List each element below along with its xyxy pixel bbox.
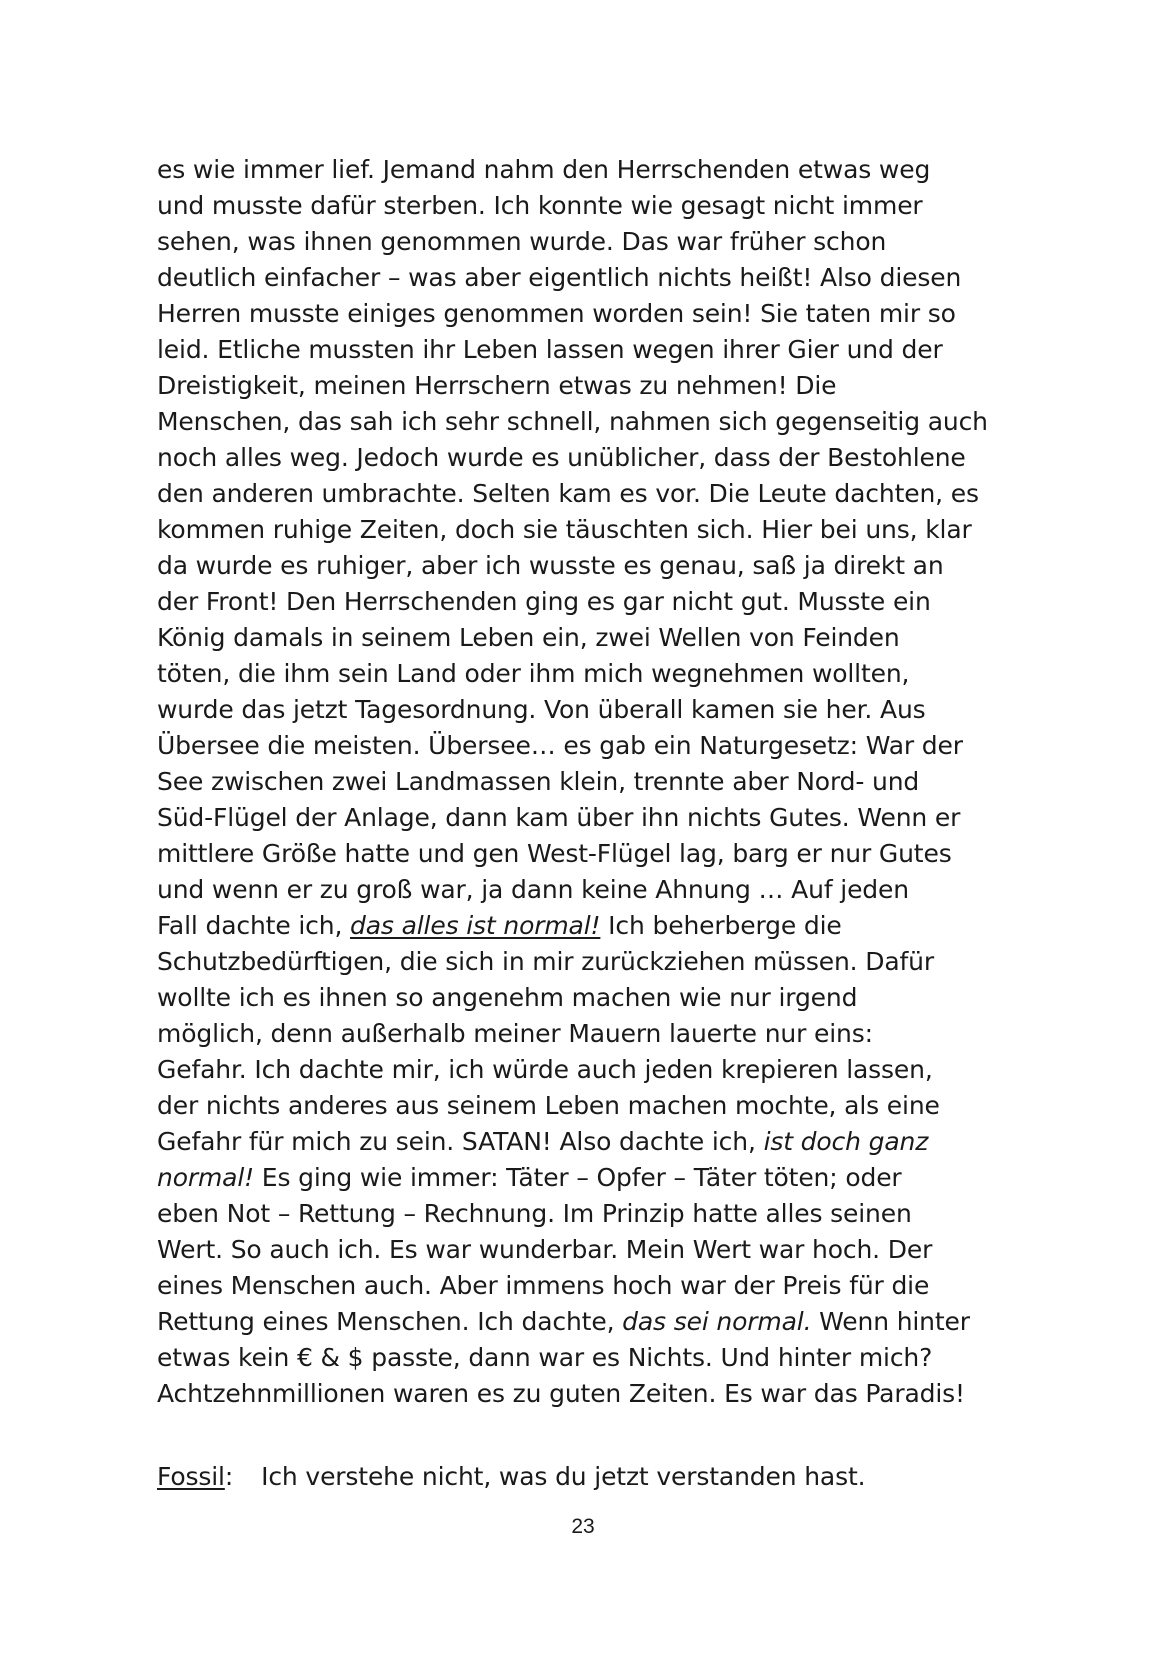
text-line: Schutzbedürftigen, die sich in mir zurückziehen müssen. Dafür [157, 947, 934, 976]
emphasis-italic: ist doch ganz [763, 1127, 929, 1156]
text-line: deutlich einfacher – was aber eigentlich nichts heißt! Also diesen [157, 263, 962, 292]
text-line: der nichts anderes aus seinem Leben machen mochte, als eine [157, 1091, 940, 1120]
text-line: Menschen, das sah ich sehr schnell, nahmen sich gegenseitig auch [157, 407, 988, 436]
text-line: leid. Etliche mussten ihr Leben lassen wegen ihrer Gier und der [157, 335, 943, 364]
emphasis-italic: normal! [157, 1163, 255, 1192]
body-text [157, 152, 1017, 1412]
emphasis-italic-underlined: das alles ist normal! [350, 911, 601, 940]
speaker-name: Fossil [157, 1462, 225, 1491]
text-line: kommen ruhige Zeiten, doch sie täuschten sich. Hier bei uns, klar [157, 515, 972, 544]
text-line: eines Menschen auch. Aber immens hoch war der Preis für die [157, 1271, 930, 1300]
text-line: der Front! Den Herrschenden ging es gar nicht gut. Musste ein [157, 587, 931, 616]
emphasis-italic: das sei normal. [622, 1307, 812, 1336]
text-line: Achtzehnmillionen waren es zu guten Zeiten. Es war das Paradis! [157, 1379, 965, 1408]
text-line: König damals in seinem Leben ein, zwei Wellen von Feinden [157, 623, 900, 652]
text-line: wollte ich es ihnen so angenehm machen wie nur irgend [157, 983, 858, 1012]
text-line: Süd-Flügel der Anlage, dann kam über ihn nichts Gutes. Wenn er [157, 803, 961, 832]
text-line: Rettung eines Menschen. Ich dachte, das sei normal. Wenn hinter [157, 1307, 970, 1336]
text-line: normal! Es ging wie immer: Täter – Opfer – Täter töten; oder [157, 1163, 902, 1192]
text-line: Übersee die meisten. Übersee… es gab ein Naturgesetz: War der [157, 731, 963, 760]
text-line: wurde das jetzt Tagesordnung. Von überall kamen sie her. Aus [157, 695, 926, 724]
text-line: etwas kein € & $ passte, dann war es Nichts. Und hinter mich? [157, 1343, 933, 1372]
text-line: Wert. So auch ich. Es war wunderbar. Mein Wert war hoch. Der [157, 1235, 933, 1264]
text-line: möglich, denn außerhalb meiner Mauern lauerte nur eins: [157, 1019, 873, 1048]
text-line: und wenn er zu groß war, ja dann keine Ahnung … Auf jeden [157, 875, 909, 904]
text-line: und musste dafür sterben. Ich konnte wie gesagt nicht immer [157, 191, 923, 220]
text-line: Dreistigkeit, meinen Herrschern etwas zu nehmen! Die [157, 371, 837, 400]
text-line: es wie immer lief. Jemand nahm den Herrschenden etwas weg [157, 155, 931, 184]
dialogue-line [157, 1459, 1017, 1495]
text-line: Fall dachte ich, das alles ist normal! Ich beherberge die [157, 911, 842, 940]
text-line: den anderen umbrachte. Selten kam es vor. Die Leute dachten, es [157, 479, 979, 508]
speaker-colon: : [224, 1462, 234, 1491]
text-line: Gefahr für mich zu sein. SATAN! Also dachte ich, ist doch ganz [157, 1127, 929, 1156]
text-line: Herren musste einiges genommen worden sein! Sie taten mir so [157, 299, 956, 328]
text-line: noch alles weg. Jedoch wurde es unüblicher, dass der Bestohlene [157, 443, 966, 472]
text-line: Gefahr. Ich dachte mir, ich würde auch jeden krepieren lassen, [157, 1055, 933, 1084]
text-line: töten, die ihm sein Land oder ihm mich wegnehmen wollten, [157, 659, 910, 688]
speech-text: Ich verstehe nicht, was du jetzt verstanden hast. [261, 1462, 866, 1491]
text-line: da wurde es ruhiger, aber ich wusste es genau, saß ja direkt an [157, 551, 944, 580]
text-line: sehen, was ihnen genommen wurde. Das war früher schon [157, 227, 887, 256]
text-line: See zwischen zwei Landmassen klein, trennte aber Nord- und [157, 767, 920, 796]
text-line: eben Not – Rettung – Rechnung. Im Prinzip hatte alles seinen [157, 1199, 912, 1228]
page-number: 23 [571, 1515, 595, 1538]
text-line: mittlere Größe hatte und gen West-Flügel lag, barg er nur Gutes [157, 839, 952, 868]
